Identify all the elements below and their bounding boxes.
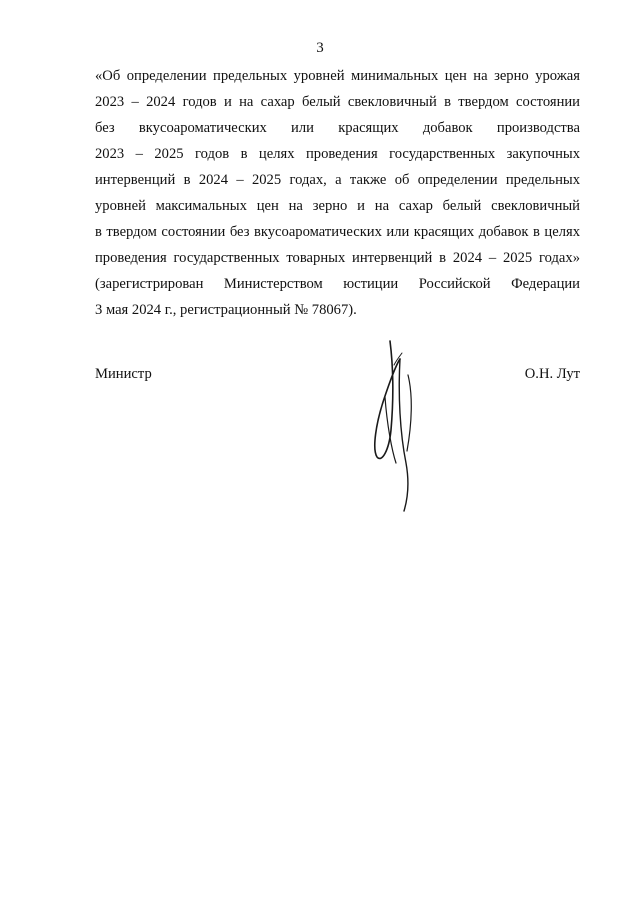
text-line: 3 мая 2024 г., регистрационный № 78067). bbox=[95, 302, 357, 318]
text-line: в твердом состоянии без вкусоароматических или красящих добавок в целях bbox=[95, 224, 580, 240]
text-line: 2023 – 2025 годов в целях проведения государственных закупочных bbox=[95, 146, 580, 162]
signatory-title: Министр bbox=[95, 366, 152, 382]
text-line: уровней максимальных цен на зерно и на сахар белый свекловичный bbox=[95, 198, 580, 214]
text-line: интервенций в 2024 – 2025 годах, а также об определении предельных bbox=[95, 172, 580, 188]
signatory-name: О.Н. Лут bbox=[524, 366, 580, 382]
text-line: (зарегистрирован Министерством юстиции Российской Федерации bbox=[95, 276, 580, 292]
text-line: «Об определении предельных уровней минимальных цен на зерно урожая bbox=[95, 68, 580, 84]
document-body bbox=[95, 63, 580, 323]
handwritten-signature bbox=[360, 335, 430, 515]
text-line: 2023 – 2024 годов и на сахар белый свекловичный в твердом состоянии bbox=[95, 94, 580, 110]
text-line: проведения государственных товарных интервенций в 2024 – 2025 годах» bbox=[95, 250, 580, 266]
page-number: 3 bbox=[316, 40, 324, 56]
text-line: без вкусоароматических или красящих добавок производства bbox=[95, 120, 580, 136]
